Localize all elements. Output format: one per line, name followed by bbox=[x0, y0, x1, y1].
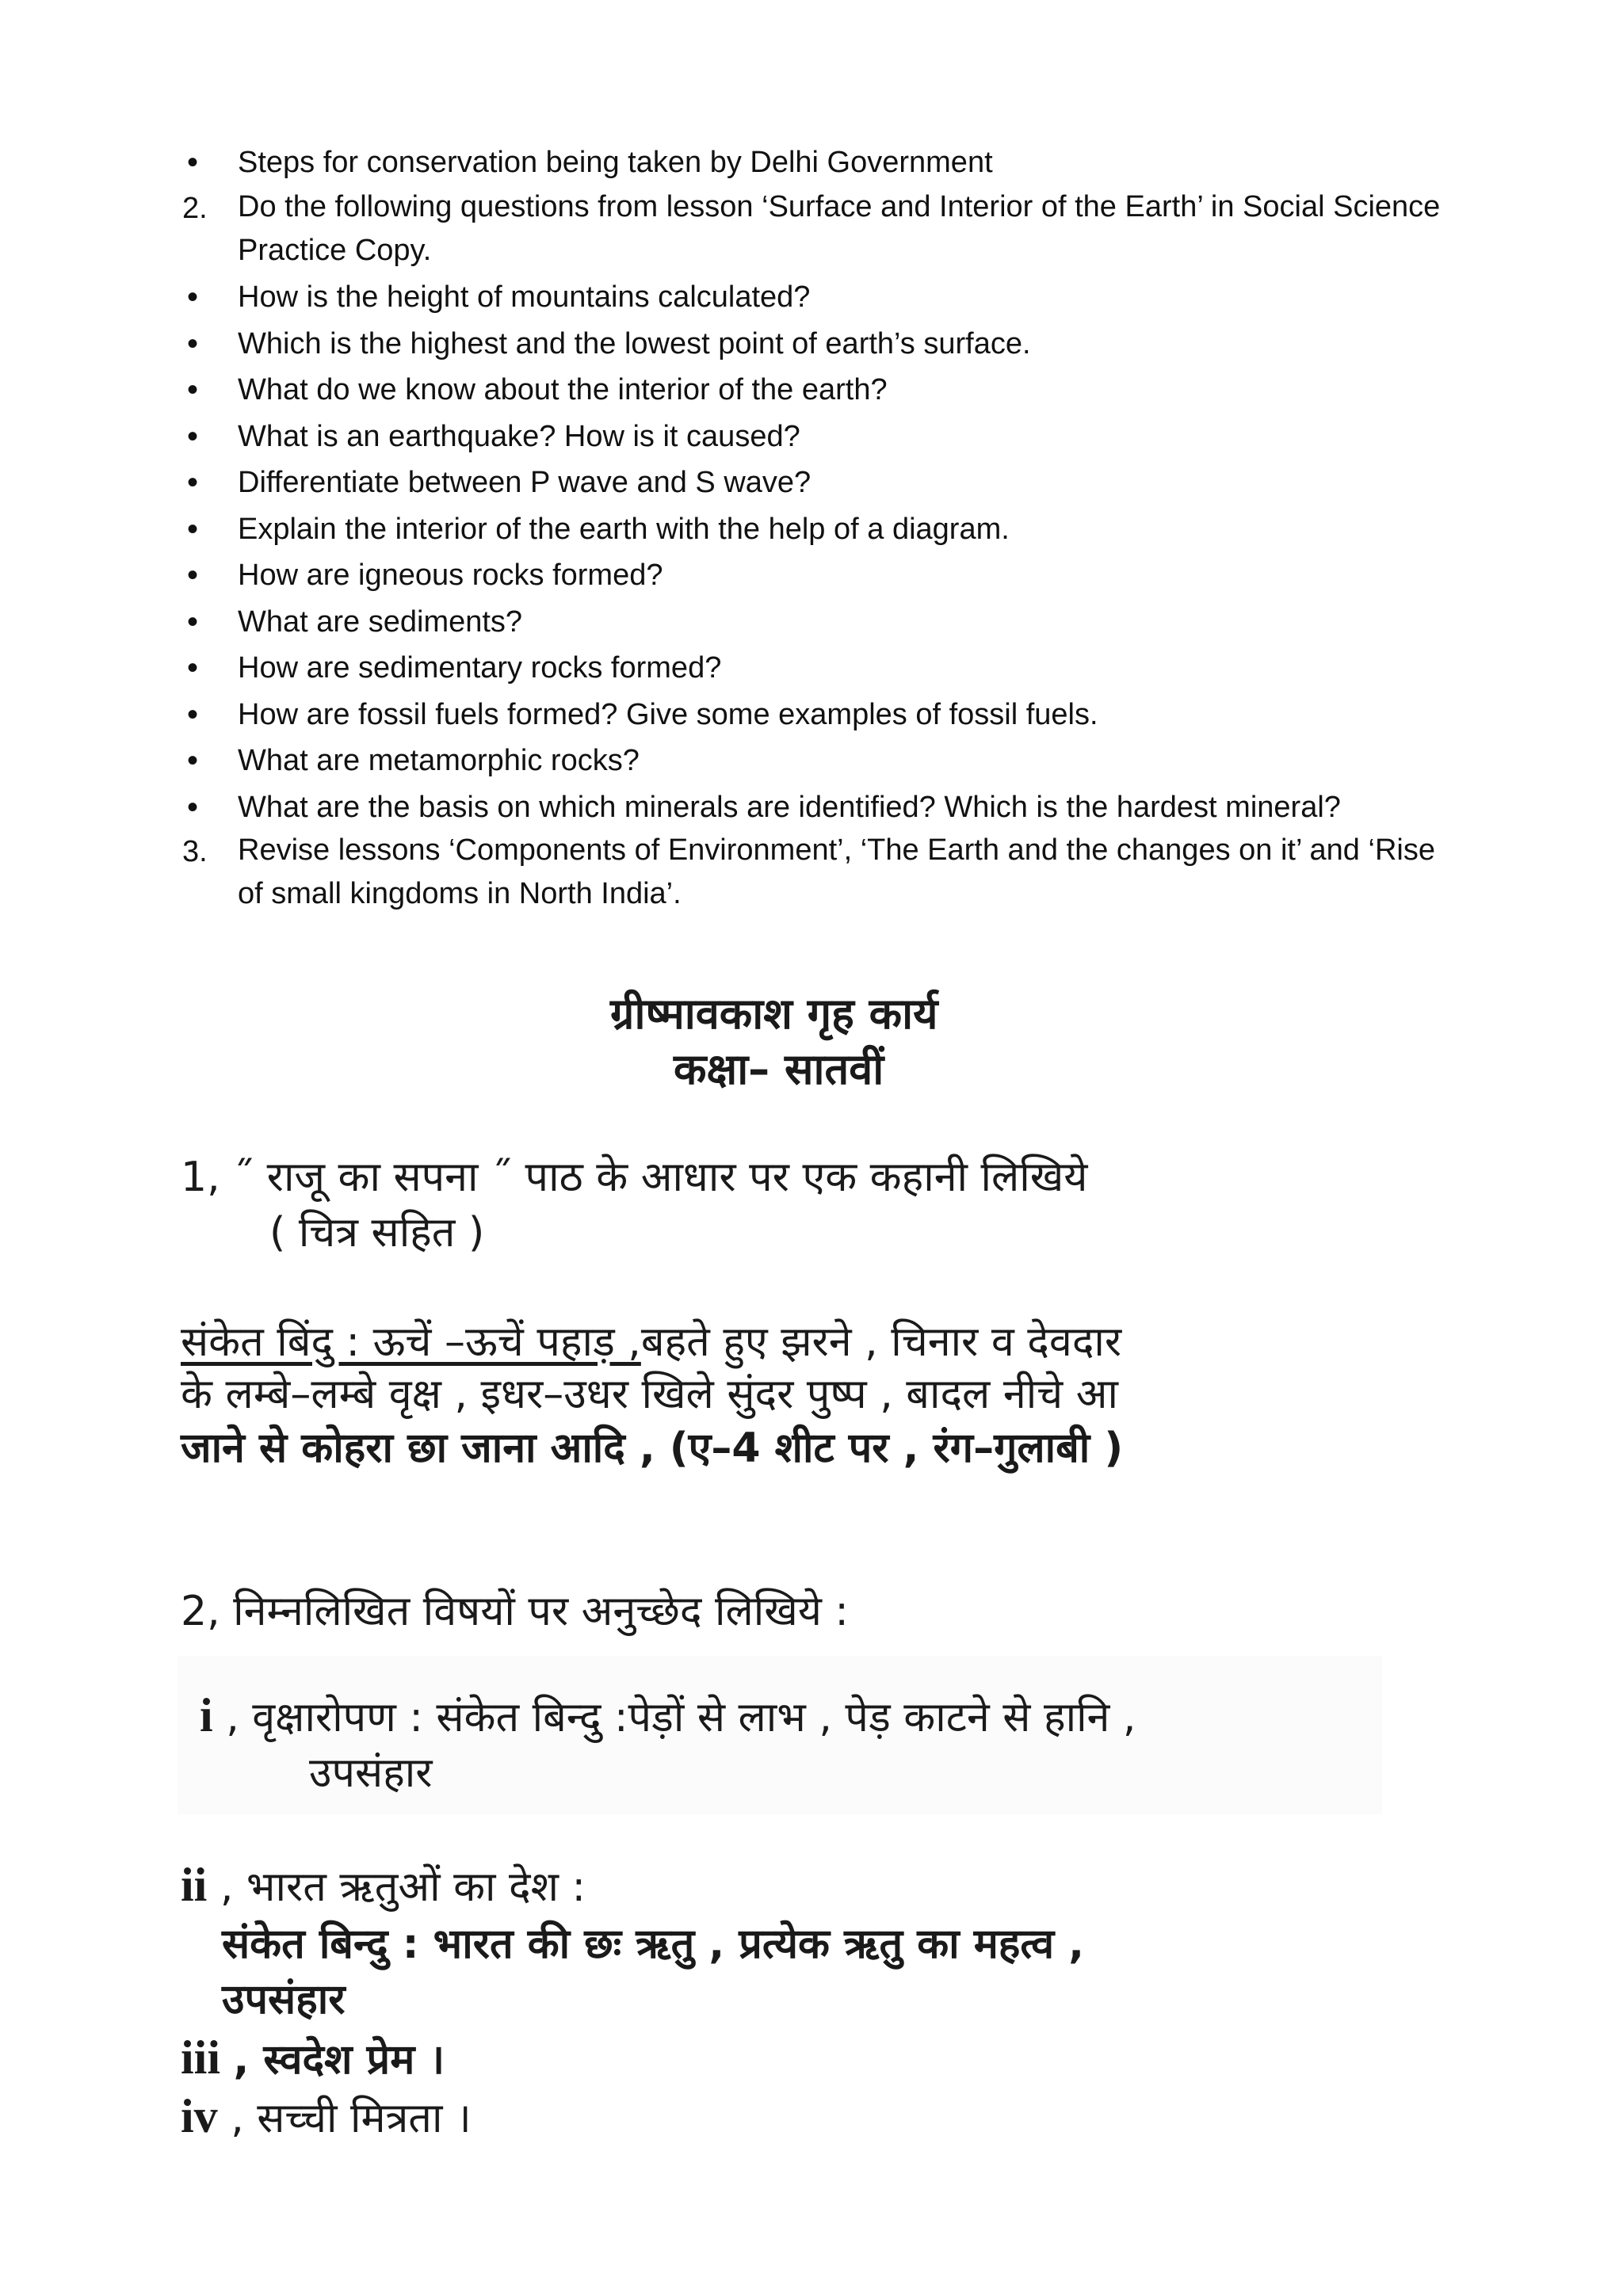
list-item bbox=[182, 367, 1466, 413]
roman-numeral: ii bbox=[181, 1859, 208, 1911]
list-item-text: What are the basis on which minerals are identified? Which is the hardest mineral? bbox=[238, 791, 1341, 824]
sub-question-text: , भारत ऋतुओं का देश : bbox=[220, 1863, 586, 1911]
sub-question-ii bbox=[181, 1857, 586, 1913]
sub-question-i bbox=[200, 1688, 1136, 1744]
class-title: कक्षा– सातवीं bbox=[674, 1044, 884, 1094]
list-item-text: How are igneous rocks formed? bbox=[238, 559, 663, 592]
roman-numeral: iv bbox=[181, 2090, 218, 2142]
hint-line-3: जाने से कोहरा छा जाना आदि , (ए–4 शीट पर , रंग–गुलाबी ) bbox=[181, 1425, 1124, 1472]
list-item-text: Steps for conservation being taken by Delhi Government bbox=[238, 146, 993, 179]
list-item-text: Differentiate between P wave and S wave? bbox=[238, 466, 812, 499]
list-item-text: What are metamorphic rocks? bbox=[238, 744, 640, 777]
bullet-marker: • bbox=[187, 280, 199, 315]
list-item bbox=[182, 506, 1466, 552]
list-item bbox=[182, 692, 1466, 738]
bullet-marker: • bbox=[187, 605, 199, 639]
hint-underlined: संकेत बिंदु : ऊचें –ऊचें पहाड़ , bbox=[181, 1318, 641, 1366]
list-item bbox=[182, 274, 1466, 320]
bullet-marker: • bbox=[187, 372, 199, 407]
list-item-text: How is the height of mountains calculated? bbox=[238, 280, 811, 314]
list-item-text: How are sedimentary rocks formed? bbox=[238, 651, 722, 685]
bullet-marker: • bbox=[187, 650, 199, 685]
list-item-text: Explain the interior of the earth with the help of a diagram. bbox=[238, 513, 1010, 546]
list-item bbox=[182, 738, 1466, 784]
list-item-text: Do the following questions from lesson ‘Surface and Interior of the Earth’ in Social Science Practice Copy. bbox=[238, 190, 1441, 267]
bullet-marker: • bbox=[187, 512, 199, 547]
hint-rest: बहते हुए झरने , चिनार व देवदार bbox=[640, 1318, 1122, 1366]
bullet-marker: • bbox=[187, 419, 199, 454]
bullet-marker: • bbox=[187, 558, 199, 593]
question-2-heading: 2, निम्नलिखित विषयों पर अनुच्छेद लिखिये : bbox=[181, 1588, 849, 1635]
question-1-text: 1, ˝ राजू का सपना ˝ पाठ के आधार पर एक कहानी लिखिये bbox=[181, 1154, 1088, 1201]
list-item-text: What is an earthquake? How is it caused? bbox=[238, 420, 800, 453]
bullet-marker: • bbox=[187, 326, 199, 361]
list-item bbox=[182, 829, 1466, 916]
list-item bbox=[182, 460, 1466, 505]
number-marker: 3. bbox=[182, 835, 208, 868]
list-item-text: Which is the highest and the lowest point of earth’s surface. bbox=[238, 327, 1031, 360]
list-item bbox=[182, 321, 1466, 367]
sub-question-text: , स्वदेश प्रेम । bbox=[233, 2036, 445, 2084]
list-item-text: How are fossil fuels formed? Give some examples of fossil fuels. bbox=[238, 698, 1098, 731]
list-item bbox=[182, 139, 1466, 185]
bullet-marker: • bbox=[187, 743, 199, 778]
sub-question-iv bbox=[181, 2088, 472, 2145]
list-item-text: Revise lessons ‘Components of Environment’, ‘The Earth and the changes on it’ and ‘Rise of small kingdoms in North India’. bbox=[238, 833, 1435, 910]
sub-question-ii-cont-2: उपसंहार bbox=[222, 1976, 346, 2023]
sub-question-iii bbox=[181, 2030, 445, 2086]
roman-numeral: iii bbox=[181, 2031, 221, 2084]
sub-question-ii-cont: संकेत बिन्दु : भारत की छः ऋतु , प्रत्येक ऋतु का महत्व , bbox=[222, 1920, 1084, 1968]
list-item bbox=[182, 414, 1466, 460]
hindi-title: ग्रीष्मावकाश गृह कार्य bbox=[610, 989, 938, 1039]
hint-line bbox=[181, 1312, 1121, 1368]
list-item bbox=[182, 645, 1466, 691]
list-item bbox=[182, 552, 1466, 598]
bullet-marker: • bbox=[187, 145, 199, 180]
number-marker: 2. bbox=[182, 192, 208, 225]
hint-line-2: के लम्बे–लम्बे वृक्ष , इधर–उधर खिले सुंदर पुष्प , बादल नीचे आ bbox=[181, 1371, 1118, 1418]
bullet-marker: • bbox=[187, 465, 199, 500]
list-item bbox=[182, 784, 1466, 830]
sub-question-text: , वृक्षारोपण : संकेत बिन्दु :पेड़ों से लाभ , पेड़ काटने से हानि , bbox=[226, 1694, 1136, 1741]
list-item bbox=[182, 599, 1466, 645]
list-item bbox=[182, 185, 1466, 273]
list-item-text: What do we know about the interior of the earth? bbox=[238, 373, 888, 406]
question-1-subtext: ( चित्र सहित ) bbox=[269, 1209, 485, 1257]
roman-numeral: i bbox=[200, 1689, 213, 1741]
list-item-text: What are sediments? bbox=[238, 605, 523, 639]
sub-question-text: , सच्ची मित्रता । bbox=[231, 2095, 472, 2142]
bullet-marker: • bbox=[187, 790, 199, 825]
bullet-marker: • bbox=[187, 697, 199, 732]
sub-question-i-cont: उपसंहार bbox=[309, 1749, 433, 1797]
